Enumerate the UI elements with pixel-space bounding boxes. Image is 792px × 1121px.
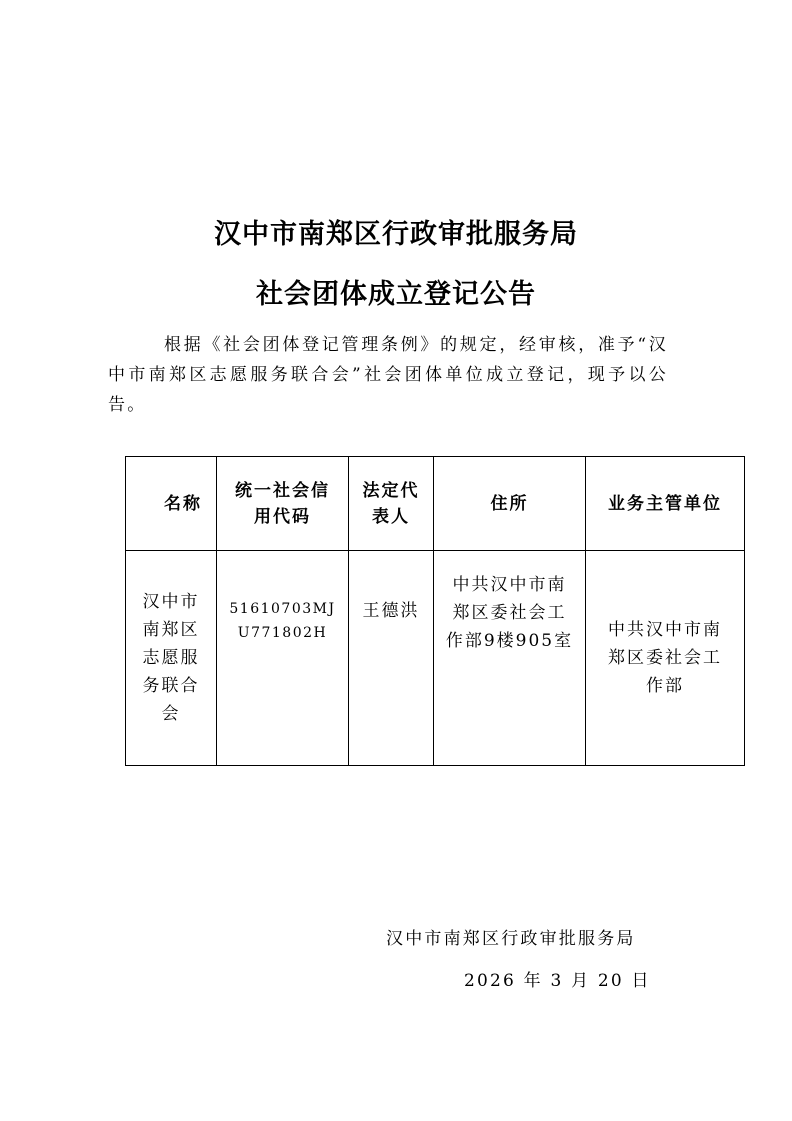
cell-name: 汉中市南郑区志愿服务联合会 — [126, 551, 217, 766]
registration-table — [125, 456, 745, 766]
table-header-row — [126, 457, 745, 551]
document-title-line2: 社会团体成立登记公告 — [256, 279, 536, 310]
announcement-body: 根据《社会团体登记管理条例》的规定，经审核，准予“汉中市南郑区志愿服务联合会”社会团体单位成立登记，现予以公告。 — [108, 335, 668, 415]
issue-date: 2026 年 3 月 20 日 — [464, 971, 651, 991]
cell-address: 中共汉中市南郑区委社会工作部9楼905室 — [434, 551, 586, 766]
header-address: 住所 — [434, 457, 586, 551]
header-legal-rep: 法定代表人 — [349, 457, 434, 551]
document-title-line1: 汉中市南郑区行政审批服务局 — [214, 219, 578, 250]
table-row — [126, 551, 745, 766]
header-name: 名称 — [126, 457, 217, 551]
header-credit-code: 统一社会信用代码 — [217, 457, 349, 551]
issuer-signature: 汉中市南郑区行政审批服务局 — [386, 929, 636, 949]
cell-legal-rep: 王德洪 — [349, 551, 434, 766]
cell-supervisor: 中共汉中市南郑区委社会工作部 — [586, 551, 745, 766]
cell-credit-code: 51610703MJU771802H — [217, 551, 349, 766]
header-supervisor: 业务主管单位 — [586, 457, 745, 551]
